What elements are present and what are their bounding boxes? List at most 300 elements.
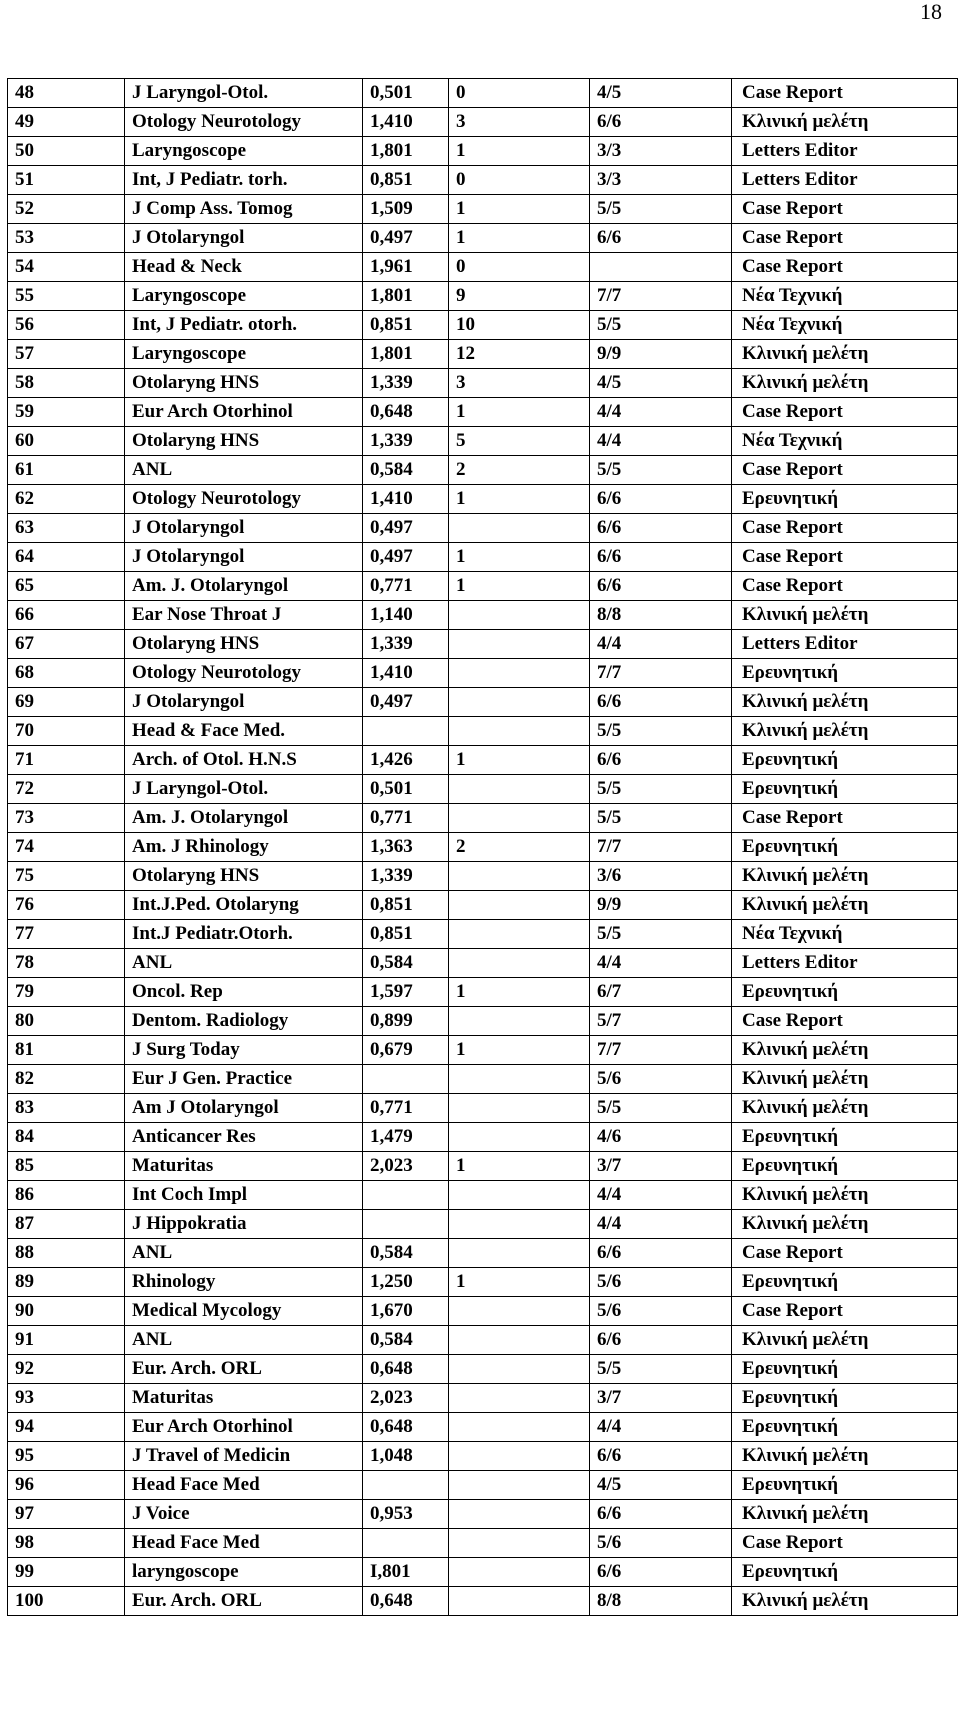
entry-number-cell: 77 — [8, 920, 125, 949]
citation-count-cell: 5 — [449, 427, 590, 456]
publication-type-cell: Letters Editor — [732, 166, 958, 195]
citation-count-cell — [449, 1297, 590, 1326]
journal-name-cell: laryngoscope — [125, 1558, 363, 1587]
publication-type-cell: Case Report — [732, 195, 958, 224]
publication-type-cell: Ερευνητική — [732, 746, 958, 775]
journal-name-cell: Eur J Gen. Practice — [125, 1065, 363, 1094]
impact-factor-cell: 1,250 — [363, 1268, 449, 1297]
entry-number-cell: 53 — [8, 224, 125, 253]
impact-factor-cell: 0,501 — [363, 775, 449, 804]
journal-name-cell: Head & Neck — [125, 253, 363, 282]
author-ratio-cell: 5/6 — [590, 1529, 732, 1558]
table-row — [8, 166, 958, 195]
journal-name-cell: Otology Neurotology — [125, 659, 363, 688]
table-row — [8, 369, 958, 398]
impact-factor-cell: 0,771 — [363, 804, 449, 833]
entry-number-cell: 49 — [8, 108, 125, 137]
impact-factor-cell: 2,023 — [363, 1152, 449, 1181]
citation-count-cell — [449, 1326, 590, 1355]
impact-factor-cell: 0,648 — [363, 1355, 449, 1384]
entry-number-cell: 100 — [8, 1587, 125, 1616]
entry-number-cell: 52 — [8, 195, 125, 224]
table-row — [8, 543, 958, 572]
publication-type-cell: Letters Editor — [732, 949, 958, 978]
journal-name-cell: J Otolaryngol — [125, 543, 363, 572]
citation-count-cell — [449, 1355, 590, 1384]
entry-number-cell: 85 — [8, 1152, 125, 1181]
impact-factor-cell — [363, 1181, 449, 1210]
table-row — [8, 891, 958, 920]
table-row — [8, 398, 958, 427]
table-row — [8, 1587, 958, 1616]
entry-number-cell: 90 — [8, 1297, 125, 1326]
table-row — [8, 601, 958, 630]
citation-count-cell: 1 — [449, 224, 590, 253]
entry-number-cell: 75 — [8, 862, 125, 891]
author-ratio-cell: 5/7 — [590, 1007, 732, 1036]
journal-name-cell: Eur. Arch. ORL — [125, 1355, 363, 1384]
table-row — [8, 1442, 958, 1471]
citation-count-cell: 1 — [449, 195, 590, 224]
entry-number-cell: 86 — [8, 1181, 125, 1210]
citation-count-cell — [449, 775, 590, 804]
entry-number-cell: 97 — [8, 1500, 125, 1529]
author-ratio-cell: 4/4 — [590, 427, 732, 456]
citation-count-cell — [449, 1065, 590, 1094]
table-row — [8, 775, 958, 804]
impact-factor-cell: 0,648 — [363, 1413, 449, 1442]
table-row — [8, 485, 958, 514]
table-row — [8, 746, 958, 775]
entry-number-cell: 61 — [8, 456, 125, 485]
citation-count-cell: 1 — [449, 137, 590, 166]
author-ratio-cell: 6/6 — [590, 485, 732, 514]
entry-number-cell: 57 — [8, 340, 125, 369]
entry-number-cell: 48 — [8, 79, 125, 108]
author-ratio-cell: 5/5 — [590, 717, 732, 746]
table-row — [8, 804, 958, 833]
publication-type-cell: Ερευνητική — [732, 833, 958, 862]
author-ratio-cell: 6/6 — [590, 543, 732, 572]
author-ratio-cell: 5/5 — [590, 1355, 732, 1384]
table-row — [8, 79, 958, 108]
entry-number-cell: 60 — [8, 427, 125, 456]
table-row — [8, 920, 958, 949]
publication-type-cell: Κλινική μελέτη — [732, 1500, 958, 1529]
journal-name-cell: Arch. of Otol. H.N.S — [125, 746, 363, 775]
table-row — [8, 195, 958, 224]
entry-number-cell: 56 — [8, 311, 125, 340]
table-row — [8, 456, 958, 485]
citation-count-cell — [449, 717, 590, 746]
author-ratio-cell: 5/5 — [590, 195, 732, 224]
publication-type-cell: Ερευνητική — [732, 1268, 958, 1297]
table-row — [8, 340, 958, 369]
publication-type-cell: Ερευνητική — [732, 1413, 958, 1442]
impact-factor-cell: 1,410 — [363, 659, 449, 688]
table-row — [8, 1065, 958, 1094]
publication-type-cell: Case Report — [732, 1529, 958, 1558]
entry-number-cell: 91 — [8, 1326, 125, 1355]
entry-number-cell: 70 — [8, 717, 125, 746]
author-ratio-cell: 4/4 — [590, 398, 732, 427]
publication-type-cell: Case Report — [732, 1297, 958, 1326]
journal-name-cell: Medical Mycology — [125, 1297, 363, 1326]
author-ratio-cell: 5/5 — [590, 804, 732, 833]
journal-name-cell: Head Face Med — [125, 1529, 363, 1558]
citation-count-cell — [449, 630, 590, 659]
impact-factor-cell: 1,479 — [363, 1123, 449, 1152]
journal-name-cell: J Laryngol-Otol. — [125, 79, 363, 108]
entry-number-cell: 71 — [8, 746, 125, 775]
entry-number-cell: 58 — [8, 369, 125, 398]
entry-number-cell: 73 — [8, 804, 125, 833]
publication-type-cell: Case Report — [732, 224, 958, 253]
entry-number-cell: 51 — [8, 166, 125, 195]
publication-type-cell: Κλινική μελέτη — [732, 1326, 958, 1355]
journal-name-cell: Maturitas — [125, 1384, 363, 1413]
entry-number-cell: 72 — [8, 775, 125, 804]
author-ratio-cell: 6/7 — [590, 978, 732, 1007]
entry-number-cell: 50 — [8, 137, 125, 166]
publication-type-cell: Κλινική μελέτη — [732, 1181, 958, 1210]
journal-name-cell: Otology Neurotology — [125, 108, 363, 137]
author-ratio-cell: 5/6 — [590, 1065, 732, 1094]
impact-factor-cell: 0,501 — [363, 79, 449, 108]
table-row — [8, 1007, 958, 1036]
entry-number-cell: 62 — [8, 485, 125, 514]
impact-factor-cell: 0,648 — [363, 1587, 449, 1616]
author-ratio-cell: 5/5 — [590, 1094, 732, 1123]
citation-count-cell — [449, 1413, 590, 1442]
table-row — [8, 1181, 958, 1210]
author-ratio-cell: 6/6 — [590, 1500, 732, 1529]
impact-factor-cell: 0,771 — [363, 572, 449, 601]
citation-count-cell — [449, 1558, 590, 1587]
citation-count-cell — [449, 1471, 590, 1500]
table-row — [8, 630, 958, 659]
publication-type-cell: Case Report — [732, 514, 958, 543]
author-ratio-cell: 4/4 — [590, 630, 732, 659]
impact-factor-cell: 0,584 — [363, 1239, 449, 1268]
table-row — [8, 1384, 958, 1413]
entry-number-cell: 66 — [8, 601, 125, 630]
impact-factor-cell: 0,851 — [363, 920, 449, 949]
publication-type-cell: Κλινική μελέτη — [732, 340, 958, 369]
table-row — [8, 224, 958, 253]
citation-count-cell — [449, 1587, 590, 1616]
citation-count-cell — [449, 1007, 590, 1036]
author-ratio-cell: 5/5 — [590, 775, 732, 804]
author-ratio-cell: 5/6 — [590, 1297, 732, 1326]
citation-count-cell — [449, 514, 590, 543]
table-row — [8, 949, 958, 978]
publication-type-cell: Ερευνητική — [732, 978, 958, 1007]
entry-number-cell: 88 — [8, 1239, 125, 1268]
journal-name-cell: J Comp Ass. Tomog — [125, 195, 363, 224]
journal-name-cell: Int.J Pediatr.Otorh. — [125, 920, 363, 949]
author-ratio-cell: 3/7 — [590, 1384, 732, 1413]
author-ratio-cell: 5/5 — [590, 920, 732, 949]
journal-name-cell: Oncol. Rep — [125, 978, 363, 1007]
author-ratio-cell: 6/6 — [590, 108, 732, 137]
publication-type-cell: Case Report — [732, 572, 958, 601]
journal-name-cell: Eur. Arch. ORL — [125, 1587, 363, 1616]
citation-count-cell: 1 — [449, 1036, 590, 1065]
journal-name-cell: Int.J.Ped. Otolaryng — [125, 891, 363, 920]
journal-name-cell: Am J Otolaryngol — [125, 1094, 363, 1123]
table-row — [8, 1210, 958, 1239]
author-ratio-cell: 5/6 — [590, 1268, 732, 1297]
impact-factor-cell: 0,584 — [363, 456, 449, 485]
journal-name-cell: Laryngoscope — [125, 340, 363, 369]
author-ratio-cell: 9/9 — [590, 891, 732, 920]
table-row — [8, 282, 958, 311]
journal-name-cell: Am. J. Otolaryngol — [125, 572, 363, 601]
publication-type-cell: Ερευνητική — [732, 1384, 958, 1413]
citation-count-cell: 0 — [449, 253, 590, 282]
author-ratio-cell — [590, 253, 732, 282]
impact-factor-cell — [363, 1529, 449, 1558]
publication-type-cell: Νέα Τεχνική — [732, 311, 958, 340]
impact-factor-cell — [363, 1471, 449, 1500]
entry-number-cell: 96 — [8, 1471, 125, 1500]
publication-type-cell: Κλινική μελέτη — [732, 1094, 958, 1123]
citation-count-cell — [449, 891, 590, 920]
journal-name-cell: Am. J. Otolaryngol — [125, 804, 363, 833]
author-ratio-cell: 7/7 — [590, 282, 732, 311]
table-row — [8, 1036, 958, 1065]
journal-name-cell: Head Face Med — [125, 1471, 363, 1500]
publication-type-cell: Ερευνητική — [732, 1558, 958, 1587]
table-row — [8, 1529, 958, 1558]
journal-name-cell: Laryngoscope — [125, 137, 363, 166]
publication-type-cell: Case Report — [732, 456, 958, 485]
impact-factor-cell: 1,410 — [363, 485, 449, 514]
publication-type-cell: Ερευνητική — [732, 1471, 958, 1500]
citation-count-cell: 1 — [449, 746, 590, 775]
entry-number-cell: 74 — [8, 833, 125, 862]
citation-count-cell: 1 — [449, 1268, 590, 1297]
citation-count-cell: 2 — [449, 456, 590, 485]
table-row — [8, 1500, 958, 1529]
journal-name-cell: J Otolaryngol — [125, 688, 363, 717]
author-ratio-cell: 6/6 — [590, 1239, 732, 1268]
publication-type-cell: Ερευνητική — [732, 775, 958, 804]
author-ratio-cell: 6/6 — [590, 224, 732, 253]
journal-name-cell: J Voice — [125, 1500, 363, 1529]
journal-name-cell: Int, J Pediatr. otorh. — [125, 311, 363, 340]
citation-count-cell: 3 — [449, 369, 590, 398]
entry-number-cell: 99 — [8, 1558, 125, 1587]
citation-count-cell: 10 — [449, 311, 590, 340]
publication-type-cell: Ερευνητική — [732, 1152, 958, 1181]
journal-name-cell: ANL — [125, 456, 363, 485]
publication-type-cell: Case Report — [732, 804, 958, 833]
entry-number-cell: 79 — [8, 978, 125, 1007]
citation-count-cell — [449, 601, 590, 630]
entry-number-cell: 63 — [8, 514, 125, 543]
table-row — [8, 833, 958, 862]
table-row — [8, 862, 958, 891]
author-ratio-cell: 3/3 — [590, 166, 732, 195]
impact-factor-cell: 0,899 — [363, 1007, 449, 1036]
author-ratio-cell: 6/6 — [590, 572, 732, 601]
author-ratio-cell: 6/6 — [590, 1442, 732, 1471]
author-ratio-cell: 6/6 — [590, 514, 732, 543]
impact-factor-cell: 0,584 — [363, 1326, 449, 1355]
publication-type-cell: Case Report — [732, 1007, 958, 1036]
entry-number-cell: 95 — [8, 1442, 125, 1471]
impact-factor-cell: 0,851 — [363, 311, 449, 340]
table-row — [8, 688, 958, 717]
publication-type-cell: Case Report — [732, 253, 958, 282]
journal-name-cell: J Laryngol-Otol. — [125, 775, 363, 804]
entry-number-cell: 93 — [8, 1384, 125, 1413]
table-row — [8, 1094, 958, 1123]
entry-number-cell: 87 — [8, 1210, 125, 1239]
entry-number-cell: 68 — [8, 659, 125, 688]
publication-type-cell: Ερευνητική — [732, 1355, 958, 1384]
citation-count-cell: 1 — [449, 978, 590, 1007]
citation-count-cell: 1 — [449, 485, 590, 514]
page-number: 18 — [920, 0, 942, 24]
publication-type-cell: Κλινική μελέτη — [732, 891, 958, 920]
publication-type-cell: Νέα Τεχνική — [732, 282, 958, 311]
journal-name-cell: Eur Arch Otorhinol — [125, 398, 363, 427]
citation-count-cell: 1 — [449, 398, 590, 427]
author-ratio-cell: 4/4 — [590, 1181, 732, 1210]
impact-factor-cell: 0,851 — [363, 166, 449, 195]
impact-factor-cell — [363, 717, 449, 746]
impact-factor-cell: 0,679 — [363, 1036, 449, 1065]
journal-name-cell: Maturitas — [125, 1152, 363, 1181]
publication-type-cell: Ερευνητική — [732, 485, 958, 514]
citation-count-cell: 0 — [449, 166, 590, 195]
publications-table — [7, 78, 958, 1616]
publication-type-cell: Νέα Τεχνική — [732, 920, 958, 949]
entry-number-cell: 92 — [8, 1355, 125, 1384]
impact-factor-cell: 0,851 — [363, 891, 449, 920]
journal-name-cell: Eur Arch Otorhinol — [125, 1413, 363, 1442]
table-row — [8, 253, 958, 282]
journal-name-cell: Ear Nose Throat J — [125, 601, 363, 630]
citation-count-cell: 2 — [449, 833, 590, 862]
entry-number-cell: 67 — [8, 630, 125, 659]
publication-type-cell: Κλινική μελέτη — [732, 1587, 958, 1616]
impact-factor-cell: 1,339 — [363, 630, 449, 659]
journal-name-cell: Laryngoscope — [125, 282, 363, 311]
table-row — [8, 1558, 958, 1587]
journal-name-cell: Otolaryng HNS — [125, 862, 363, 891]
impact-factor-cell: 0,497 — [363, 688, 449, 717]
citation-count-cell — [449, 1500, 590, 1529]
entry-number-cell: 80 — [8, 1007, 125, 1036]
entry-number-cell: 55 — [8, 282, 125, 311]
entry-number-cell: 89 — [8, 1268, 125, 1297]
citation-count-cell — [449, 862, 590, 891]
entry-number-cell: 59 — [8, 398, 125, 427]
entry-number-cell: 98 — [8, 1529, 125, 1558]
citation-count-cell — [449, 659, 590, 688]
impact-factor-cell: 0,497 — [363, 543, 449, 572]
table-row — [8, 978, 958, 1007]
citation-count-cell: 1 — [449, 572, 590, 601]
publication-type-cell: Κλινική μελέτη — [732, 1065, 958, 1094]
journal-name-cell: ANL — [125, 1326, 363, 1355]
table-row — [8, 1239, 958, 1268]
publication-type-cell: Letters Editor — [732, 630, 958, 659]
publication-type-cell: Κλινική μελέτη — [732, 1036, 958, 1065]
citation-count-cell — [449, 920, 590, 949]
journal-name-cell: ANL — [125, 949, 363, 978]
author-ratio-cell: 4/6 — [590, 1123, 732, 1152]
entry-number-cell: 64 — [8, 543, 125, 572]
entry-number-cell: 78 — [8, 949, 125, 978]
table-row — [8, 1123, 958, 1152]
table-row — [8, 1268, 958, 1297]
entry-number-cell: 94 — [8, 1413, 125, 1442]
publication-type-cell: Case Report — [732, 1239, 958, 1268]
publication-type-cell: Case Report — [732, 543, 958, 572]
author-ratio-cell: 9/9 — [590, 340, 732, 369]
author-ratio-cell: 7/7 — [590, 1036, 732, 1065]
impact-factor-cell: 1,801 — [363, 340, 449, 369]
journal-name-cell: J Otolaryngol — [125, 514, 363, 543]
publications-table-body — [8, 79, 958, 1616]
author-ratio-cell: 4/5 — [590, 1471, 732, 1500]
journal-name-cell: Otolaryng HNS — [125, 630, 363, 659]
journal-name-cell: Dentom. Radiology — [125, 1007, 363, 1036]
table-row — [8, 659, 958, 688]
journal-name-cell: J Travel of Medicin — [125, 1442, 363, 1471]
citation-count-cell: 1 — [449, 543, 590, 572]
author-ratio-cell: 4/4 — [590, 949, 732, 978]
author-ratio-cell: 8/8 — [590, 601, 732, 630]
impact-factor-cell: 1,426 — [363, 746, 449, 775]
impact-factor-cell — [363, 1065, 449, 1094]
impact-factor-cell: 0,584 — [363, 949, 449, 978]
author-ratio-cell: 6/6 — [590, 1326, 732, 1355]
author-ratio-cell: 6/6 — [590, 1558, 732, 1587]
impact-factor-cell: 0,648 — [363, 398, 449, 427]
publication-type-cell: Case Report — [732, 79, 958, 108]
journal-name-cell: Otolaryng HNS — [125, 427, 363, 456]
publication-type-cell: Κλινική μελέτη — [732, 862, 958, 891]
citation-count-cell — [449, 1210, 590, 1239]
author-ratio-cell: 3/3 — [590, 137, 732, 166]
journal-name-cell: Am. J Rhinology — [125, 833, 363, 862]
table-row — [8, 311, 958, 340]
author-ratio-cell: 6/6 — [590, 688, 732, 717]
citation-count-cell — [449, 1442, 590, 1471]
journal-name-cell: Int Coch Impl — [125, 1181, 363, 1210]
table-row — [8, 1355, 958, 1384]
entry-number-cell: 54 — [8, 253, 125, 282]
citation-count-cell — [449, 1384, 590, 1413]
journal-name-cell: J Surg Today — [125, 1036, 363, 1065]
impact-factor-cell: 1,410 — [363, 108, 449, 137]
citation-count-cell: 9 — [449, 282, 590, 311]
impact-factor-cell: 1,801 — [363, 282, 449, 311]
publication-type-cell: Κλινική μελέτη — [732, 717, 958, 746]
author-ratio-cell: 3/7 — [590, 1152, 732, 1181]
author-ratio-cell: 8/8 — [590, 1587, 732, 1616]
table-row — [8, 1413, 958, 1442]
entry-number-cell: 82 — [8, 1065, 125, 1094]
table-row — [8, 108, 958, 137]
entry-number-cell: 76 — [8, 891, 125, 920]
